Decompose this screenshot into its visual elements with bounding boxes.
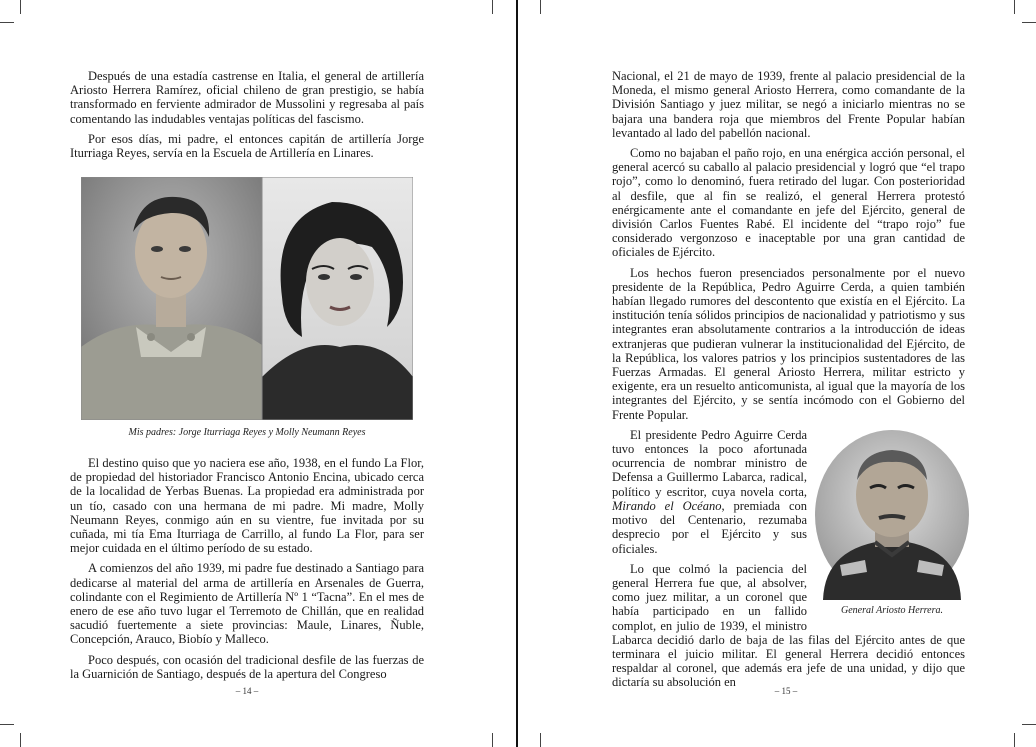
paragraph-text: , premiada con motivo del Centenario, rezumaba desprecio por el Ejército y sus oficiales. xyxy=(612,498,807,556)
mother-portrait-photo xyxy=(262,177,413,420)
paragraph: A comienzos del año 1939, mi padre fue destinado a Santiago para dedicarse al material del arma de artillería en Arsenales de Guerra, colindante con el Regimiento de Artillería Nº 1 “Tacna”. En el mes de enero de ese año tuvo lugar el Terremoto de Chillán, que en realidad sacudió fuertemente a siete provincias: Maule, Linares, Ñuble, Concepción, Arauco, Biobío y Malleco. xyxy=(70,561,424,647)
paragraph: Poco después, con ocasión del tradicional desfile de las fuerzas de la Guarnición de Santiago, después de la apertura del Congreso xyxy=(70,652,424,681)
paragraph: Por esos días, mi padre, el entonces capitán de artillería Jorge Iturriaga Reyes, servía en la Escuela de Artillería en Linares. xyxy=(70,131,424,161)
photo-caption: Mis padres: Jorge Iturriaga Reyes y Molly Neumann Reyes xyxy=(128,427,366,438)
paragraph: Lo que colmó la paciencia del general Herrera fue que, al absolver, como juez militar, a un coronel que había participado en un fallido complot, en julio de 1939, el ministro Labarca decidió darlo de baja de las filas del Ejército antes de que terminara el juicio militar. El general Herrera decidió entonces respaldar al coronel, que además era jefe de una unidad, y dijo que dictaría su absolución en xyxy=(612,561,965,690)
general-portrait-photo xyxy=(815,430,969,618)
right-text xyxy=(612,69,965,696)
page-number: – 15 – xyxy=(774,686,798,696)
paragraph: Los hechos fueron presenciados personalmente por el nuevo presidente de la República, Pedro Aguirre Cerda, a quien también habían llegado rumores del descontento que existía en el Ejército. La institución tenía sólidos principios de nacionalidad y patriotismo y sus integrantes eran absolutamente contrarios a la introducción de ideas extranjeras que pudieran vulnerar la institucionalidad del Ejército, de la República, los valores patrios y los principios sustentadores de las Fuerzas Armadas. El general Ariosto Herrera, militar estricto y exigente, era un resuelto anticomunista, al igual que la mayoría de los integrantes del Ejército, y se sentía incómodo con el Gobierno del Frente Popular. xyxy=(612,265,965,422)
father-portrait-photo xyxy=(81,177,262,420)
page-number: – 14 – xyxy=(235,686,259,696)
left-text-top xyxy=(70,69,424,166)
paragraph: Como no bajaban el paño rojo, en una enérgica acción personal, el general acercó su caballo al palacio presidencial y logró que “el trapo rojo”, como lo denominó, fuera retirado del lugar. Con posterioridad al desfile, que al fin se realizó, el general Herrera protestó enérgicamente ante el comandante en jefe del Ejército, general de división Carlos Fuentes Rabé. El incidente del “trapo rojo” fue considerado vergonzoso e inaceptable por una gran cantidad de oficiales de Ejército. xyxy=(612,146,965,260)
paragraph-text: El presidente Pedro Aguirre Cerda tuvo entonces la poco afortunada ocurrencia de nombrar ministro de Defensa a Guillermo Labarca, radical, político y escritor, cuya novela corta, xyxy=(612,427,807,499)
paragraph: El destino quiso que yo naciera ese año, 1938, en el fundo La Flor, de propiedad del historiador Francisco Antonio Encina, ubicado cerca de la localidad de Yerbas Buenas. La propiedad era administrada por un tío, casado con una hermana de mi padre. Mi madre, Molly Neumann Reyes, conmigo aún en su vientre, fue invitada por su cuñada, mi tía Ema Iturriaga de Carrillo, al fundo La Flor, para ser mejor cuidada en el último período de su estado. xyxy=(70,456,424,556)
left-page xyxy=(0,0,516,747)
paragraph: Después de una estadía castrense en Italia, el general de artillería Ariosto Herrera Ramírez, oficial chileno de gran prestigio, se había transformado en ferviente admirador de Mussolini y regresaba al país comentando las indudables ventajas políticas del fascismo. xyxy=(70,69,424,126)
left-text-bottom xyxy=(70,456,424,687)
novel-title: Mirando el Océano xyxy=(612,498,722,513)
right-page xyxy=(518,0,1036,747)
paragraph: Nacional, el 21 de mayo de 1939, frente al palacio presidencial de la Moneda, el mismo general Ariosto Herrera, como comandante de la División Santiago y juez militar, se negó a iniciarlo mientras no se bajara una bandera roja que miembros del Frente Popular habían levantado al lado del pabellón nacional. xyxy=(612,69,965,140)
photo-caption: General Ariosto Herrera. xyxy=(841,604,943,616)
